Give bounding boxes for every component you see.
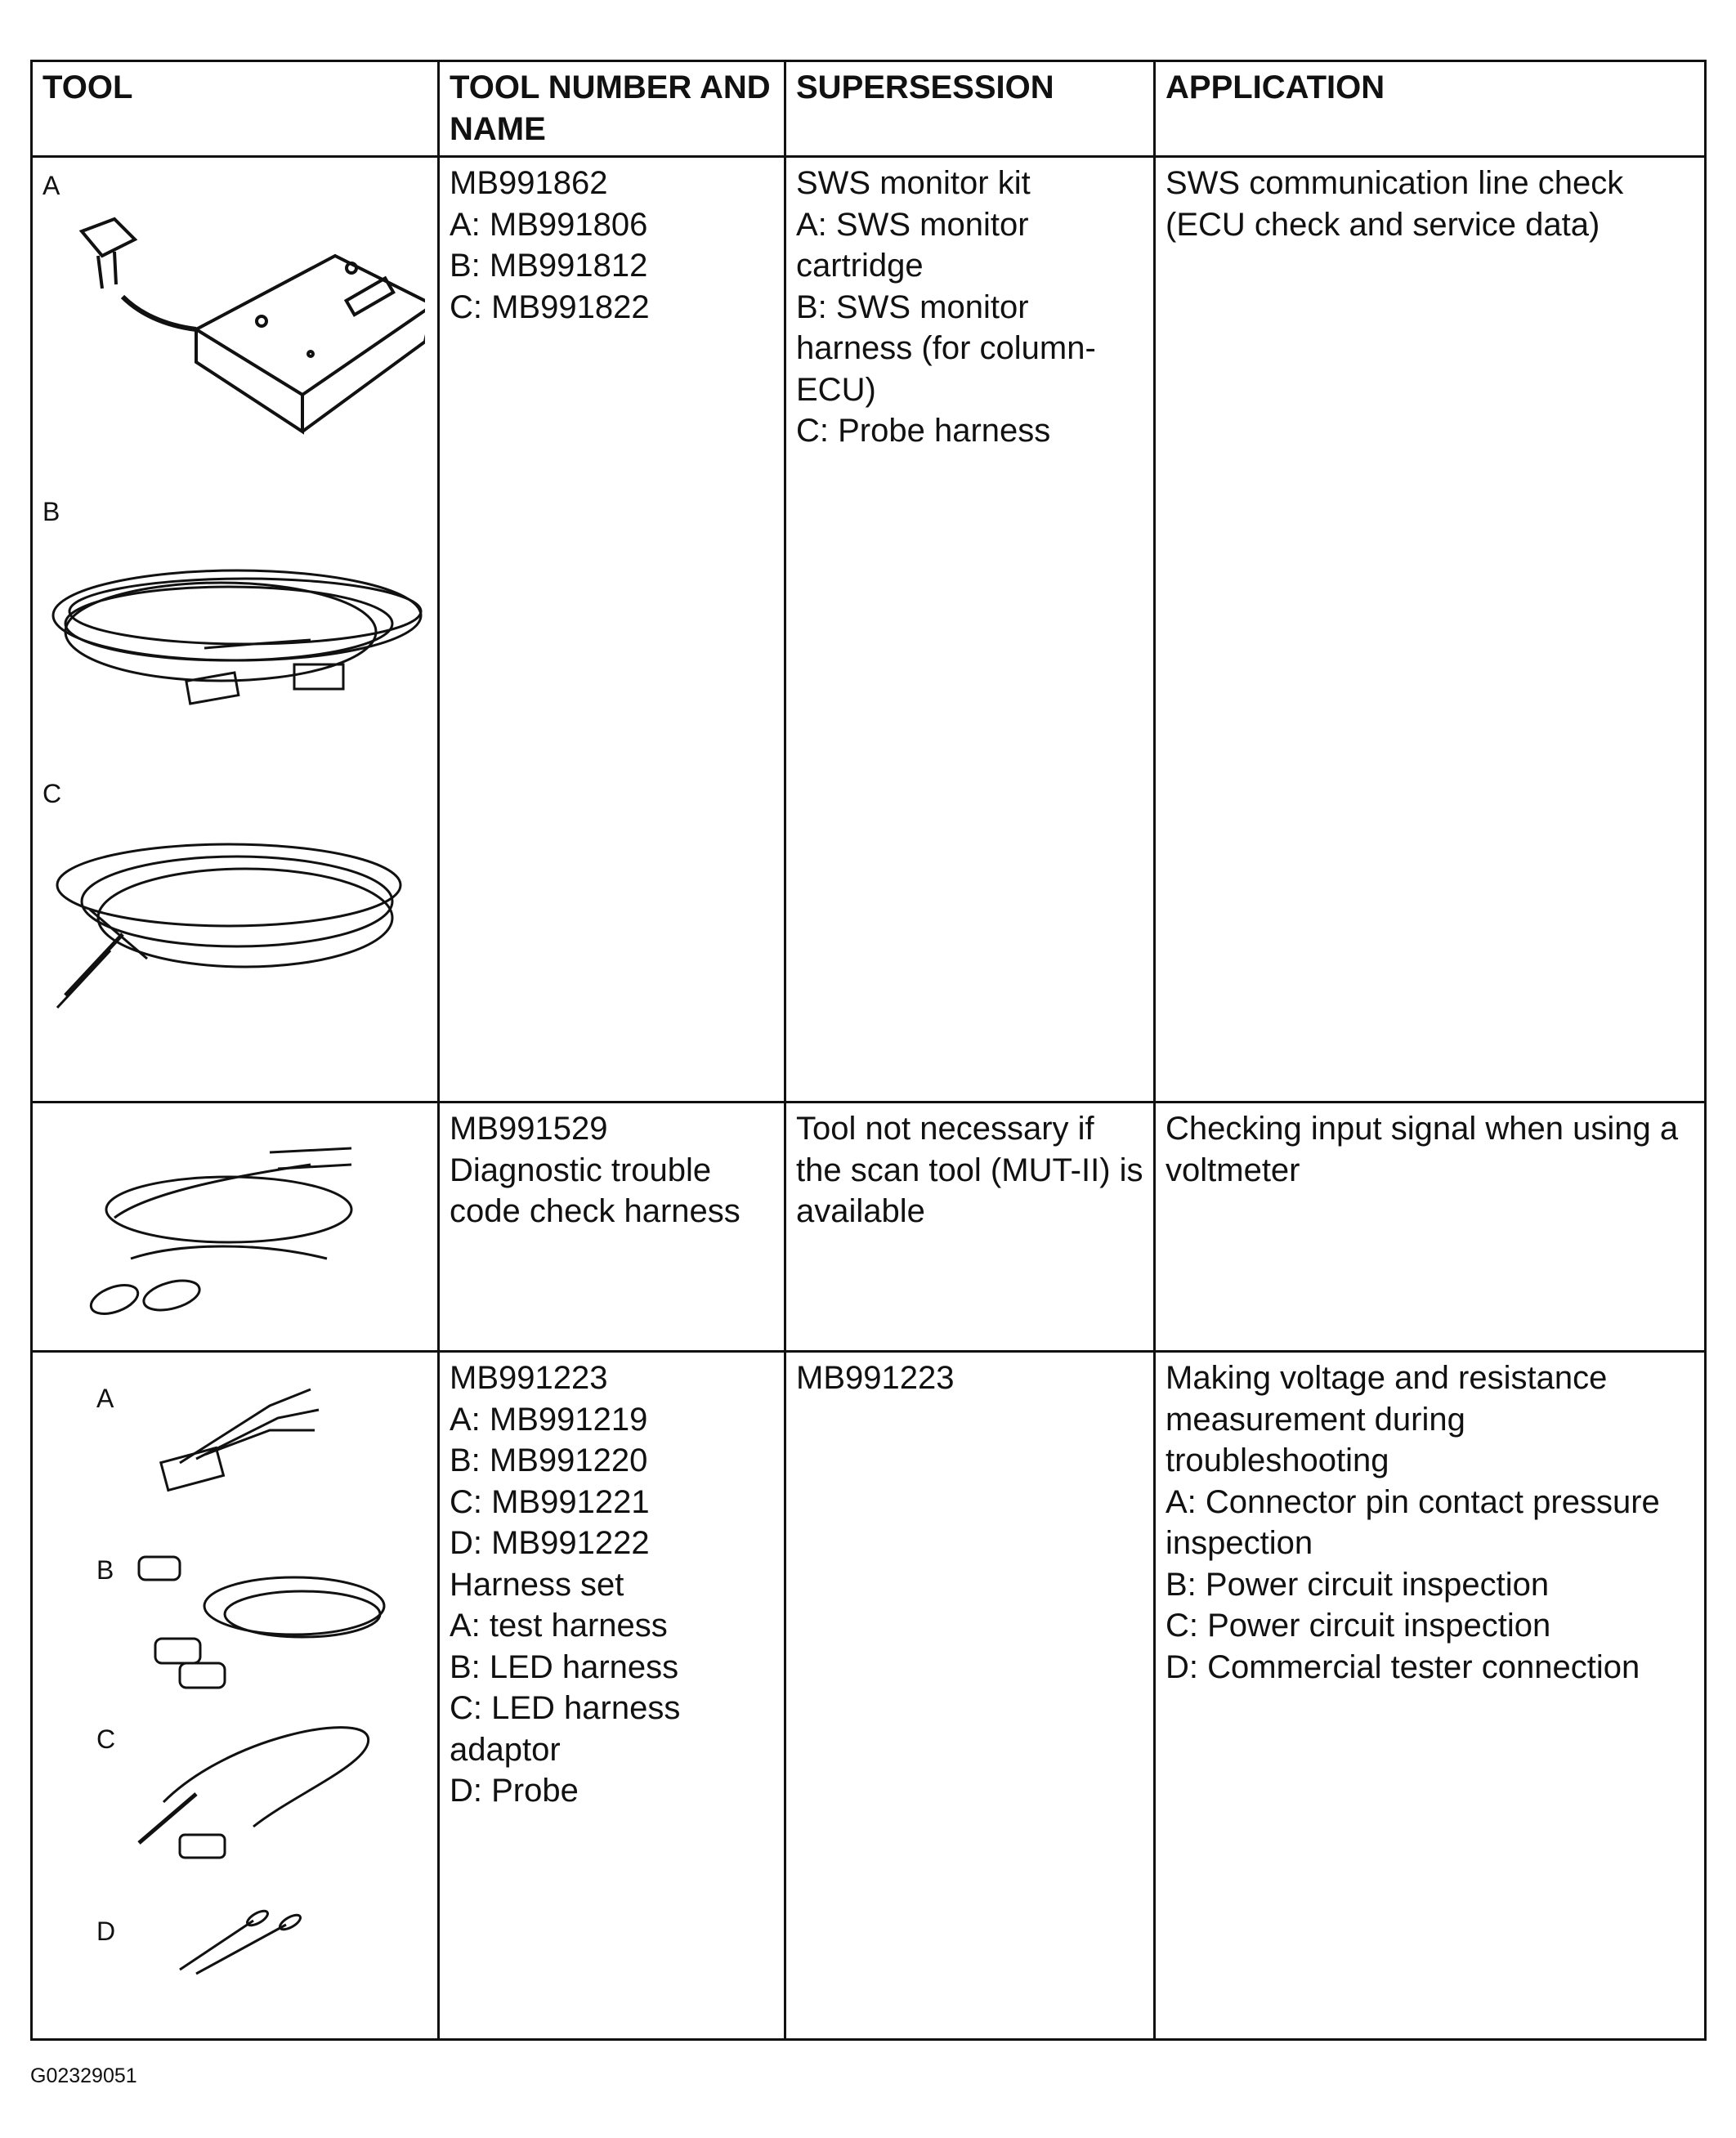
image-label-a: A [96, 1384, 114, 1413]
image-label-c: C [96, 1724, 116, 1754]
image-label-b: B [43, 497, 60, 526]
text-line: MB991862 [450, 165, 608, 201]
image-label-a: A [43, 171, 60, 200]
text-line: C: Power circuit inspection [1166, 1608, 1551, 1644]
image-label-c: C [43, 779, 62, 808]
led-harness-illustration [131, 1541, 392, 1696]
text-line: C: MB991822 [450, 288, 650, 325]
text-line: MB991223 [450, 1360, 608, 1396]
led-harness-adaptor-illustration [131, 1704, 392, 1867]
tool-illustration-cell [32, 1103, 439, 1352]
text-line: B: Power circuit inspection [1166, 1566, 1550, 1603]
text-line: SWS communication line check (ECU check and service data) [1166, 165, 1624, 243]
image-label-b: B [96, 1555, 114, 1585]
text-line: Tool not necessary if the scan tool (MUT-II) is available [796, 1111, 1143, 1229]
application-cell [1155, 157, 1706, 1103]
supersession-cell [785, 157, 1155, 1103]
tool-number-cell [439, 157, 785, 1103]
text-line: MB991223 [796, 1360, 955, 1396]
text-line: B: MB991812 [450, 248, 648, 284]
tool-illustration-cell [32, 157, 439, 1103]
text-line: C: Probe harness [796, 413, 1051, 449]
header-tool-number-and-name: TOOL NUMBER AND NAME [439, 61, 785, 157]
header-tool: TOOL [32, 61, 439, 157]
text-line: B: LED harness [450, 1648, 679, 1685]
text-line: Harness set [450, 1566, 624, 1603]
application-cell [1155, 1103, 1706, 1352]
supersession-cell [785, 1352, 1155, 2040]
header-row [32, 61, 1706, 157]
sws-monitor-cartridge-illustration [65, 207, 425, 452]
table-row [32, 1103, 1706, 1352]
text-line: C: LED harness adaptor [450, 1690, 681, 1768]
text-line: MB991529 [450, 1111, 608, 1147]
text-line: Making voltage and resistance measurement during troubleshooting [1166, 1360, 1608, 1478]
text-line: D: MB991222 [450, 1525, 650, 1561]
text-line: B: SWS monitor harness (for column-ECU) [796, 288, 1096, 408]
text-line: Diagnostic trouble code check harness [450, 1152, 740, 1229]
table-row [32, 1352, 1706, 2040]
special-tools-table [30, 60, 1707, 2041]
text-line: D: Probe [450, 1773, 579, 1809]
table-row [32, 157, 1706, 1103]
text-line: B: MB991220 [450, 1442, 648, 1478]
text-line: C: MB991221 [450, 1483, 650, 1520]
text-line: Checking input signal when using a voltmeter [1166, 1111, 1679, 1188]
header-supersession: SUPERSESSION [785, 61, 1155, 157]
text-line: A: test harness [450, 1608, 668, 1644]
text-line: D: Commercial tester connection [1166, 1648, 1640, 1685]
tool-number-cell [439, 1103, 785, 1352]
diagnostic-harness-illustration [82, 1120, 392, 1340]
text-line: A: SWS monitor cartridge [796, 206, 1029, 284]
figure-code: G02329051 [30, 2064, 137, 2087]
supersession-cell [785, 1103, 1155, 1352]
text-line: SWS monitor kit [796, 165, 1031, 201]
text-line: A: MB991219 [450, 1401, 648, 1438]
text-line: A: MB991806 [450, 206, 648, 243]
header-application: APPLICATION [1155, 61, 1706, 157]
tool-illustration-cell [32, 1352, 439, 2040]
sws-monitor-harness-illustration [41, 534, 433, 746]
tool-number-cell [439, 1352, 785, 2040]
probe-harness-illustration [41, 812, 417, 1040]
text-line: A: Connector pin contact pressure inspection [1166, 1483, 1660, 1561]
image-label-d: D [96, 1917, 116, 1946]
application-cell [1155, 1352, 1706, 2040]
probe-illustration [163, 1892, 327, 1982]
test-harness-illustration [147, 1373, 327, 1496]
